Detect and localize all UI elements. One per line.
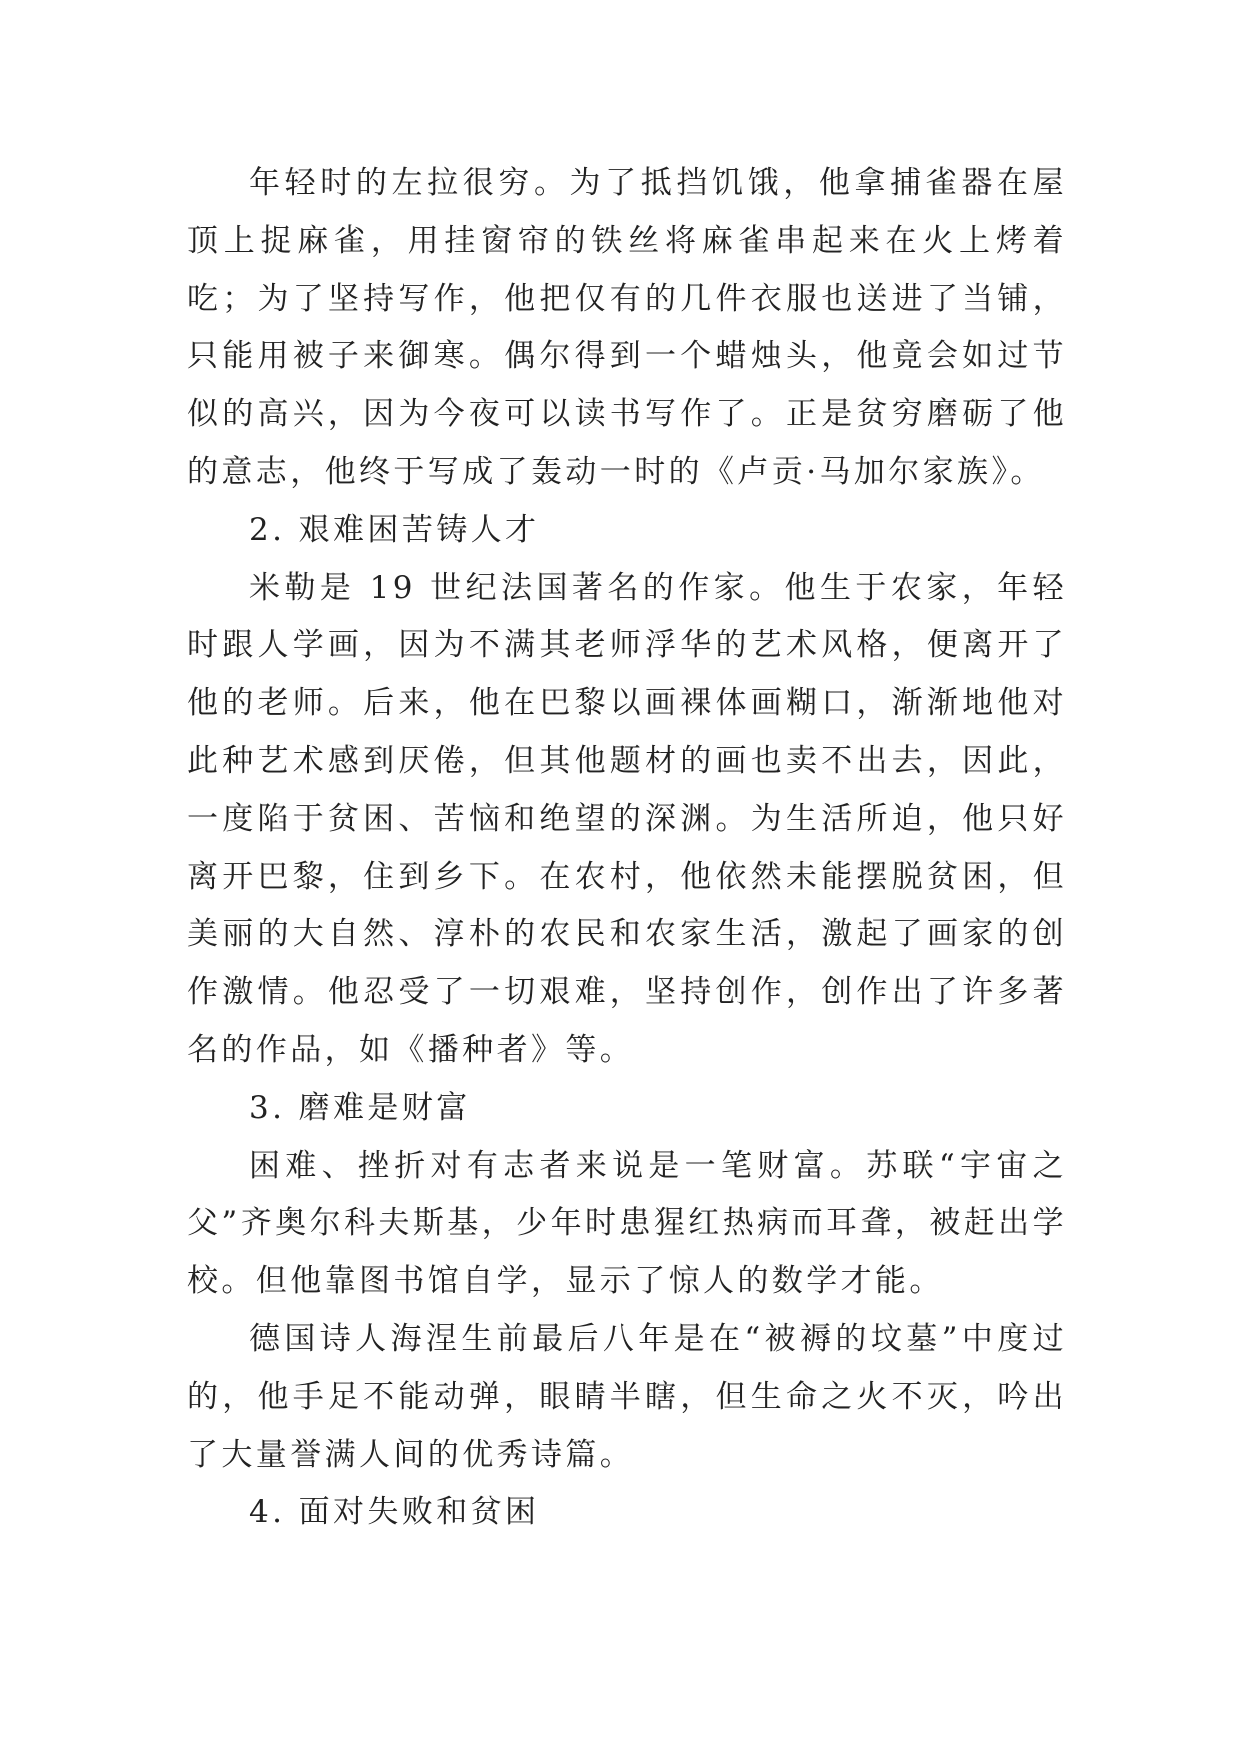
section-heading-4: 4. 面对失败和贫困 xyxy=(249,1494,540,1531)
document-body xyxy=(187,155,1067,1542)
paragraph-tsiolkovsky: 困难、挫折对有志者来说是一笔财富。苏联“宇宙之父”齐奥尔科夫斯基，少年时患猩红热病而耳聋，被赶出学校。但他靠图书馆自学，显示了惊人的数学才能。 xyxy=(187,1147,1067,1300)
paragraph-millet: 米勒是 19 世纪法国著名的作家。他生于农家，年轻时跟人学画，因为不满其老师浮华的艺术风格，便离开了他的老师。后来，他在巴黎以画裸体画糊口，渐渐地他对此种艺术感到厌倦，但其他题材的画也卖不出去，因此，一度陷于贫困、苦恼和绝望的深渊。为生活所迫，他只好离开巴黎，住到乡下。在农村，他依然未能摆脱贫困，但美丽的大自然、淳朴的农民和农家生活，激起了画家的创作激情。他忍受了一切艰难，坚持创作，创作出了许多著名的作品，如《播种者》等。 xyxy=(187,569,1067,1068)
section-heading-3: 3. 磨难是财富 xyxy=(249,1089,471,1126)
paragraph-zola: 年轻时的左拉很穷。为了抵挡饥饿，他拿捕雀器在屋顶上捉麻雀，用挂窗帘的铁丝将麻雀串起来在火上烤着吃；为了坚持写作，他把仅有的几件衣服也送进了当铺，只能用被子来御寒。偶尔得到一个蜡烛头，他竟会如过节似的高兴，因为今夜可以读书写作了。正是贫穷磨砺了他的意志，他终于写成了轰动一时的《卢贡·马加尔家族》。 xyxy=(187,165,1067,490)
section-heading-2: 2. 艰难困苦铸人才 xyxy=(249,511,540,548)
paragraph-heine: 德国诗人海涅生前最后八年是在“被褥的坟墓”中度过的，他手足不能动弹，眼睛半瞎，但生命之火不灭，吟出了大量誉满人间的优秀诗篇。 xyxy=(187,1320,1067,1473)
